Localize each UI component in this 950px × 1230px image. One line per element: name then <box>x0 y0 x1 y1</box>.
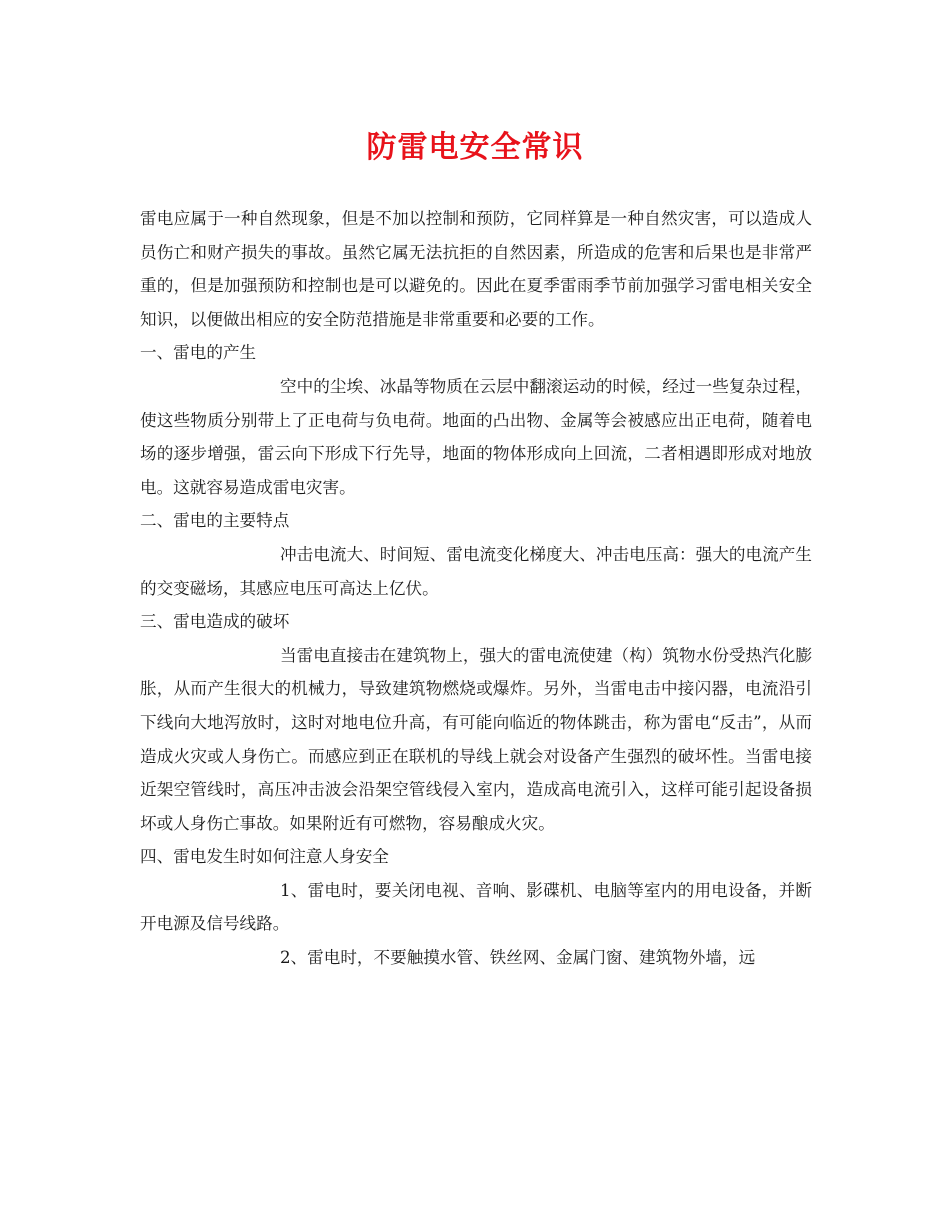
section-heading-4: 四、雷电发生时如何注意人身安全 <box>140 847 389 867</box>
list-item-1: 1、雷电时，要关闭电视、音响、影碟机、电脑等室内的用电设备，并断开电源及信号线路。 <box>140 880 812 934</box>
section-heading-2: 二、雷电的主要特点 <box>140 511 290 531</box>
section-paragraph-2: 冲击电流大、时间短、雷电流变化梯度大、冲击电压高：强大的电流产生的交变磁场，其感应电压可高达上亿伏。 <box>140 544 812 598</box>
document-body <box>140 202 812 975</box>
document-title: 防雷电安全常识 <box>366 130 584 165</box>
section-paragraph-3: 当雷电直接击在建筑物上，强大的雷电流使建（构）筑物水份受热汽化膨胀，从而产生很大的机械力，导致建筑物燃烧或爆炸。另外，当雷电击中接闪器，电流沿引下线向大地泻放时，这时对地电位升高，有可能向临近的物体跳击，称为雷电“反击”，从而造成火灾或人身伤亡。而感应到正在联机的导线上就会对设备产生强烈的破坏性。当雷电接近架空管线时，高压冲击波会沿架空管线侵入室内，造成高电流引入，这样可能引起设备损坏或人身伤亡事故。如果附近有可燃物，容易酿成火灾。 <box>140 645 812 833</box>
list-item-2: 2、雷电时，不要触摸水管、铁丝网、金属门窗、建筑物外墙，远 <box>280 948 756 968</box>
intro-paragraph: 雷电应属于一种自然现象，但是不加以控制和预防，它同样算是一种自然灾害，可以造成人员伤亡和财产损失的事故。虽然它属无法抗拒的自然因素，所造成的危害和后果也是非常严重的，但是加强预防和控制也是可以避免的。因此在夏季雷雨季节前加强学习雷电相关安全知识，以便做出相应的安全防范措施是非常重要和必要的工作。 <box>140 209 812 329</box>
section-paragraph-1: 空中的尘埃、冰晶等物质在云层中翻滚运动的时候，经过一些复杂过程，使这些物质分别带上了正电荷与负电荷。地面的凸出物、金属等会被感应出正电荷，随着电场的逐步增强，雷云向下形成下行先导，地面的物体形成向上回流，二者相遇即形成对地放电。这就容易造成雷电灾害。 <box>140 376 812 497</box>
section-heading-3: 三、雷电造成的破坏 <box>140 612 290 632</box>
section-heading-1: 一、雷电的产生 <box>140 343 257 363</box>
